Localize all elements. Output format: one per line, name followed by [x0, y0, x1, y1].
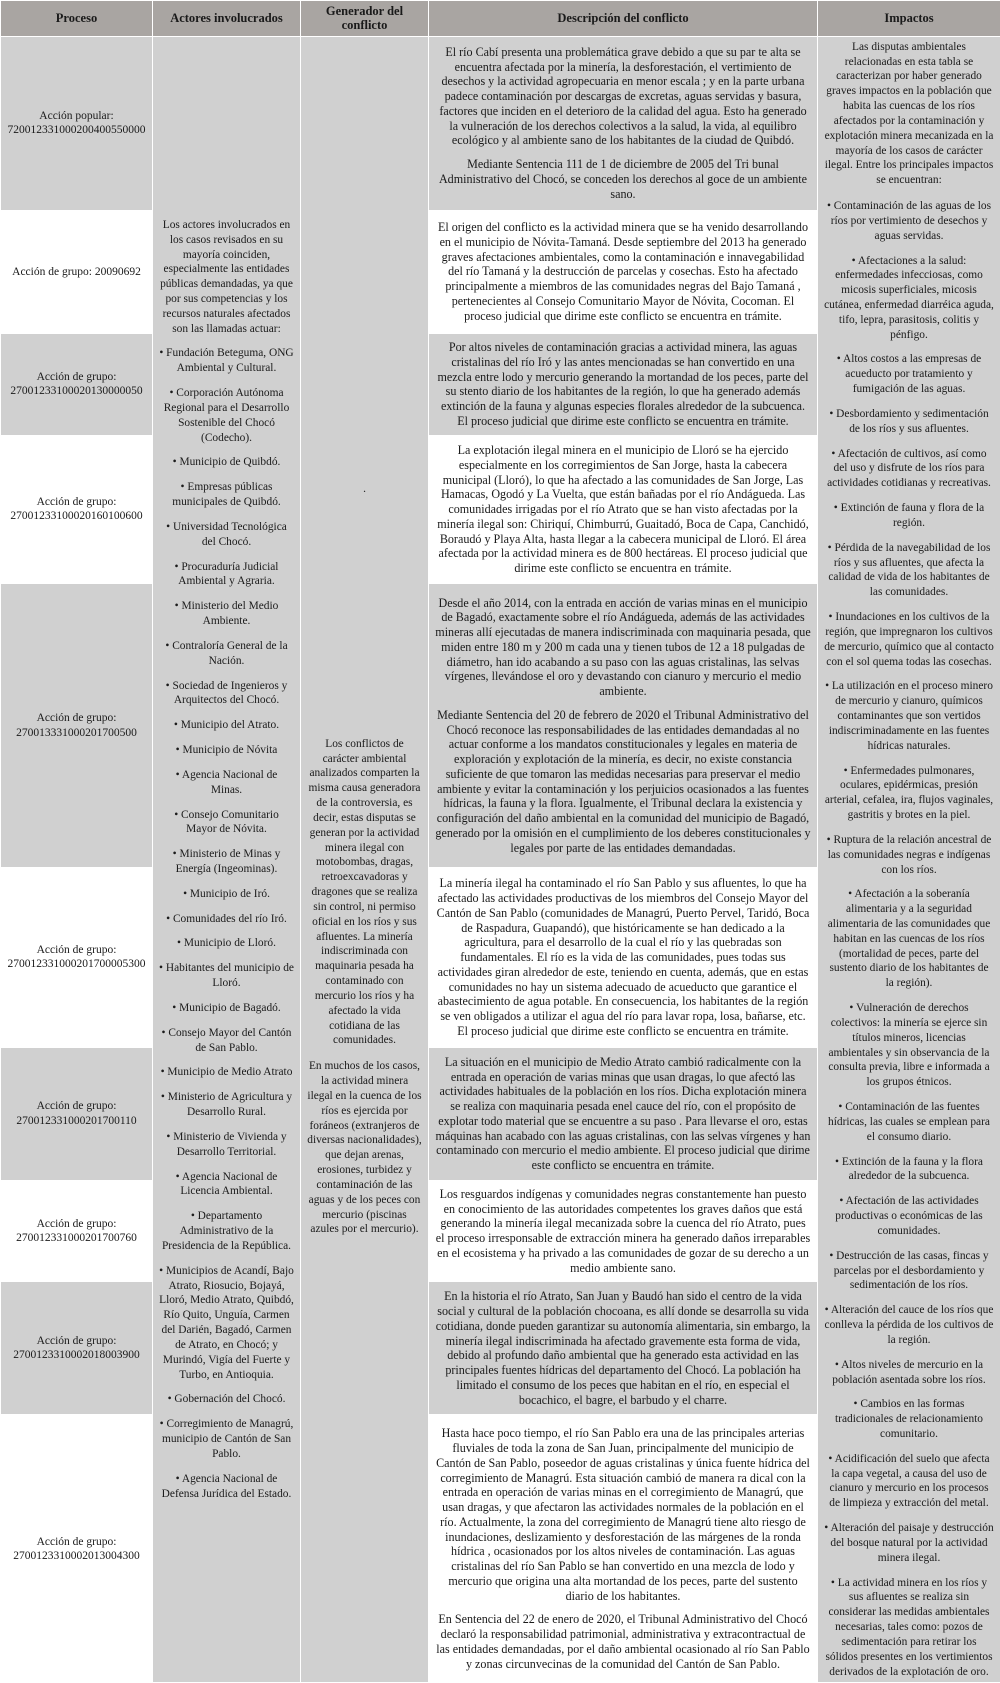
- table-header: [1, 1, 1000, 37]
- generador-conflicto-cell: [301, 36, 429, 1683]
- generador-paragraph: En muchos de los casos, la actividad minera ilegal en la cuenca de los ríos es ejercida por foráneos (extranjeros de diversas nacionalidades), que dejan arenas, erosiones, turbidez y contaminación de las aguas y de los peces con mercurio (piscinas azules por el mercurio).: [307, 1059, 422, 1237]
- impact-item: • Enfermedades pulmonares, oculares, epidérmicas, presión arterial, cefalea, ira, flujos vaginales, gastritis y brotes en la piel.: [824, 764, 994, 823]
- impact-item: • Contaminación de las fuentes hídricas, las cuales se emplean para el consumo diario.: [824, 1100, 994, 1144]
- proceso-line-1: Acción de grupo:: [7, 1217, 146, 1231]
- descripcion-cell-8: [429, 1282, 818, 1415]
- proceso-line-1: Acción de grupo: 20090692: [7, 265, 146, 279]
- descripcion-paragraph: Mediante Sentencia del 20 de febrero de 2020 el Tribunal Administrativo del Chocó reconoce las responsabilidades de las entidades demandadas al no actuar conforme a los mandatos constitucionales y legales en materia de exploración y explotación de la minería, es decir, no existe constancia suficiente de que tomaron las medidas necesarias para preservar el medio ambiente y evitar la contaminación y los perjuicios ocasionados a las fuentes hídricas, la fauna y la flora. Igualmente, el Tribunal declara la existencia y configuración del daño ambiental en la comunidad del municipio de Bagadó, generado por la omisión en el cumplimiento de los deberes constitucionales y legales por parte de las entidades demandadas.: [435, 708, 811, 856]
- proceso-cell-8: [1, 1282, 153, 1415]
- actor-item: • Gobernación del Chocó.: [159, 1392, 294, 1407]
- actor-item: • Sociedad de Ingenieros y Arquitectos del Chocó.: [159, 679, 294, 709]
- descripcion-cell-0: [429, 36, 818, 210]
- descripcion-paragraph: En Sentencia del 22 de enero de 2020, el Tribunal Administrativo del Chocó declaró la responsabilidad patrimonial, administrativa y extracontractual de las entidades demandadas, por el daño ambiental ocasionado al río San Pablo y zonas circunvecinas de la comunidad del Cantón de San Pablo.: [435, 1612, 811, 1671]
- descripcion-cell-9: [429, 1415, 818, 1683]
- proceso-line-2: 270012331000201700005300: [7, 957, 146, 971]
- proceso-line-1: Acción de grupo:: [7, 1099, 146, 1113]
- proceso-cell-2: [1, 334, 153, 436]
- descripcion-cell-7: [429, 1180, 818, 1282]
- actor-item: • Agencia Nacional de Defensa Jurídica del Estado.: [159, 1472, 294, 1502]
- proceso-line-2: 270012331000201700110: [7, 1114, 146, 1128]
- impact-item: • Extinción de la fauna y la flora alrededor de la subcuenca.: [824, 1155, 994, 1185]
- proceso-line-2: 270012331000201700760: [7, 1231, 146, 1245]
- descripcion-paragraph: Por altos niveles de contaminación gracias a actividad minera, las aguas cristalinas del río Iró y las antes mencionadas se han convertido en una mezcla entre lodo y mercurio generando la mortandad de los peces, parte del su stento diario de los habitantes de la región, lo que ha generado además extinción de la fauna y algunas especies florales alrededor de la subcuenca. El proceso judicial que dirime este conflicto se encuentra en trámite.: [435, 340, 811, 429]
- actor-item: • Agencia Nacional de Licencia Ambiental.: [159, 1170, 294, 1200]
- impact-item: • Afectaciones a la salud: enfermedades infecciosas, como micosis superficiales, micosis cutánea, enfermedad diarréica aguda, tifo, lepra, parasitosis, colitis y pénfigo.: [824, 254, 994, 343]
- actor-item: • Departamento Administrativo de la Presidencia de la República.: [159, 1209, 294, 1253]
- proceso-line-2: 27001233100020160100600: [7, 509, 146, 523]
- proceso-cell-0: [1, 36, 153, 210]
- table-row: [1, 36, 1000, 210]
- proceso-cell-5: [1, 867, 153, 1047]
- column-header-descripcion: Descripción del conflicto: [429, 1, 818, 37]
- impact-item: • La actividad minera en los ríos y sus afluentes se realiza sin considerar las medidas ambientales necesarias, tales como: pozos de sedimentación para retirar los sólidos presentes en los vertimientos derivados de la explotación de oro.: [824, 1576, 994, 1680]
- proceso-line-2: 27001233100020130000050: [7, 384, 146, 398]
- impact-item: • Destrucción de las casas, fincas y parcelas por el desbordamiento y sedimentación de los ríos.: [824, 1249, 994, 1293]
- descripcion-paragraph: El río Cabí presenta una problemática grave debido a que su par te alta se encuentra afectada por la minería, la desforestación, el vertimiento de desechos y la actividad agropecuaria en menor escala ; y en la parte urbana padece contaminación por descargas de excretas, aguas servidas y basura, factores que inciden en el deterioro de la calidad del agua. Esto ha generado la vulneración de los derechos colectivos a la salud, la vida, al equilibro ecológico y al ambiente sano de los habitantes de la ciudad de Quibdó.: [435, 45, 811, 148]
- column-header-actores: Actores involucrados: [153, 1, 301, 37]
- impact-item: • Pérdida de la navegabilidad de los ríos y sus afluentes, que afecta la calidad de vida de los habitantes de las comunidades.: [824, 541, 994, 600]
- proceso-line-2: 720012331000200400550000: [7, 123, 146, 137]
- proceso-cell-4: [1, 584, 153, 868]
- proceso-line-1: Acción de grupo:: [7, 711, 146, 725]
- proceso-line-2: 2700123310002013004300: [7, 1549, 146, 1563]
- descripcion-cell-4: [429, 584, 818, 868]
- actor-item: • Consejo Comunitario Mayor de Nóvita.: [159, 808, 294, 838]
- impact-item: • Inundaciones en los cultivos de la región, que impregnaron los cultivos de mercurio, químico que al contacto con el sol quema todas las cosechas.: [824, 610, 994, 669]
- descripcion-paragraph: El origen del conflicto es la actividad minera que se ha venido desarrollando en el municipio de Nóvita-Tamaná. Desde septiembre del 2013 ha generado graves afectaciones ambientales, como la contaminación e innavegabilidad del río Tamaná y la destrucción de parcelas y cosechas. Esto ha afectado principalmente a miembros de las comunidades negras del Bajo Tamaná , pertenecientes al Consejo Comunitario Mayor de Nóvita, Cocoman. El proceso judicial que dirime este conflicto se encuentra en trámite.: [435, 220, 811, 323]
- proceso-line-1: Acción de grupo:: [7, 495, 146, 509]
- actor-item: • Habitantes del municipio de Lloró.: [159, 961, 294, 991]
- actor-item: • Agencia Nacional de Minas.: [159, 768, 294, 798]
- descripcion-cell-1: [429, 210, 818, 333]
- impact-item: • Altos niveles de mercurio en la población asentada sobre los ríos.: [824, 1358, 994, 1388]
- descripcion-cell-2: [429, 334, 818, 436]
- impactos-intro-text: Las disputas ambientales relacionadas en esta tabla se caracterizan por haber generado graves impactos en la población que habita las cuencas de los ríos afectados por la contaminación y explotación minera mecanizada en la mayoría de los casos de carácter ilegal. Entre los principales impactos se encuentran:: [824, 40, 994, 188]
- actores-intro-text: Los actores involucrados en los casos revisados en su mayoría coinciden, especialmente las entidades públicas demandadas, ya que por sus competencias y los recursos naturales afectados son las llamadas actuar:: [159, 218, 294, 337]
- descripcion-cell-6: [429, 1047, 818, 1180]
- descripcion-cell-3: [429, 435, 818, 584]
- impact-item: • Desbordamiento y sedimentación de los ríos y sus afluentes.: [824, 407, 994, 437]
- impact-item: • Acidificación del suelo que afecta la capa vegetal, a causa del uso de cianuro y mercurio en los procesos de limpieza y extracción del metal.: [824, 1452, 994, 1511]
- impactos-list: [824, 199, 994, 1679]
- descripcion-paragraph: En la historia el río Atrato, San Juan y Baudó han sido el centro de la vida social y cultural de la población chocoana, es allí donde se desarrolla su vida cotidiana, donde pueden garantizar su autonomía alimentaria, sin embargo, la minería ilegal indiscriminada ha afectado gravemente esta forma de vida, debido al profundo daño ambiental que ha generado esta actividad en las principales fuentes hídricas del departamento del Chocó. La población ha limitado el consumo de los peces que habitan en el río, en especial el bocachico, el bagre, el barbudo y el charre.: [435, 1289, 811, 1407]
- impact-item: • Afectación de las actividades productivas o económicas de las comunidades.: [824, 1194, 994, 1238]
- generador-paragraphs: [307, 737, 422, 1237]
- impact-item: • Alteración del paisaje y destrucción del bosque natural por la actividad minera ilegal.: [824, 1521, 994, 1565]
- proceso-line-2: 2700123310002018003900: [7, 1348, 146, 1362]
- impact-item: • Afectación a la soberanía alimentaria y a la seguridad alimentaria de las comunidades que habitan en las cuencas de los ríos (mortalidad de peces, parte del sustento diario de los habitantes de la región).: [824, 887, 994, 991]
- actor-item: • Empresas públicas municipales de Quibdó.: [159, 480, 294, 510]
- proceso-cell-9: [1, 1415, 153, 1683]
- proceso-line-1: Acción de grupo:: [7, 1334, 146, 1348]
- actores-involucrados-cell: [153, 36, 301, 1683]
- impact-item: • Vulneración de derechos colectivos: la minería se ejerce sin títulos mineros, licencias ambientales y sin observancia de la consulta previa, libre e informada a los grupos étnicos.: [824, 1001, 994, 1090]
- impact-item: • La utilización en el proceso minero de mercurio y cianuro, químicos contaminantes que son vertidos indiscriminadamente en las fuentes hídricas naturales.: [824, 679, 994, 753]
- impactos-cell: [818, 36, 1000, 1683]
- proceso-line-2: 270013331000201700500: [7, 726, 146, 740]
- proceso-cell-6: [1, 1047, 153, 1180]
- actor-item: • Procuraduría Judicial Ambiental y Agraria.: [159, 560, 294, 590]
- descripcion-paragraph: La minería ilegal ha contaminado el río San Pablo y sus afluentes, lo que ha afectado las actividades productivas de los miembros del Consejo Mayor del Cantón de San Pablo (comunidades de Managrú, Puerto Pervel, Taridó, Boca de Raspadura, Guapandó), que históricamente se han dedicado a la agricultura, para el desarrollo de la cual el río y las quebradas son fundamentales. El río es la vida de las comunidades, pues todas sus actividades giran alrededor de este, teniendo en cuenta, además, que en estas comunidades no hay un sistema adecuado de acueducto que garantice el abastecimiento de agua potable. En consecuencia, los habitantes de la región se ven obligados a utilizar el agua del río para lavar ropa, losa, bañarse, etc. El proceso judicial que dirime este conflicto se encuentra en trámite.: [435, 876, 811, 1038]
- actores-list: [159, 346, 294, 1501]
- descripcion-paragraph: La situación en el municipio de Medio Atrato cambió radicalmente con la entrada en operación de varias minas que usan dragas, lo que afectó las actividades habituales de la población en los ríos. Dicha explotación minera se realiza con maquinaria pesada enel cauce del río, con el propósito de explotar todo material que se encuentre a su paso . Para llevarse el oro, estas máquinas han acabado con las aguas cristalinas, con las selvas vírgenes y han contaminado con mercurio el medio ambiente. El proceso judicial que dirime este conflicto se encuentra en trámite.: [435, 1055, 811, 1173]
- column-header-impactos: Impactos: [818, 1, 1000, 37]
- actor-item: • Corregimiento de Managrú, municipio de Cantón de San Pablo.: [159, 1417, 294, 1461]
- impact-item: • Alteración del cauce de los ríos que conlleva la pérdida de los cultivos de la región.: [824, 1303, 994, 1347]
- actor-item: • Municipio de Quibdó.: [159, 455, 294, 470]
- descripcion-paragraph: Desde el año 2014, con la entrada en acción de varias minas en el municipio de Bagadó, exactamente sobre el río Andágueda, además de las actividades mineras allí ejecutadas de manera indiscriminada con maquinaria pesada, que miden entre 180 m y 200 m cada una y tienen tubos de 12 a 18 pulgadas de diámetro, han ido acabando a su paso con las aguas cristalinas, las selvas vírgenes, llevándose el oro y devastando con cianuro y mercurio el medio ambiente.: [435, 596, 811, 699]
- actor-item: • Municipio de Medio Atrato: [159, 1065, 294, 1080]
- impact-item: • Afectación de cultivos, así como del uso y disfrute de los ríos para actividades cotidianas y recreativas.: [824, 447, 994, 491]
- impact-item: • Extinción de fauna y flora de la región.: [824, 501, 994, 531]
- actor-item: • Municipios de Acandí, Bajo Atrato, Riosucio, Bojayá, Lloró, Medio Atrato, Quibdó, Río Quito, Unguía, Carmen del Darién, Bagadó, Carmen de Atrato, en Chocó; y Murindó, Vigía del Fuerte y Turbo, en Antioquia.: [159, 1264, 294, 1383]
- actor-item: • Ministerio de Agricultura y Desarrollo Rural.: [159, 1090, 294, 1120]
- proceso-cell-1: [1, 210, 153, 333]
- impact-item: • Altos costos a las empresas de acueducto por tratamiento y fumigación de las aguas.: [824, 352, 994, 396]
- header-row: [1, 1, 1000, 37]
- actor-item: • Municipio del Atrato.: [159, 718, 294, 733]
- actor-item: • Corporación Autónoma Regional para el Desarrollo Sostenible del Chocó (Codecho).: [159, 386, 294, 445]
- actor-item: • Consejo Mayor del Cantón de San Pablo.: [159, 1026, 294, 1056]
- descripcion-paragraph: Hasta hace poco tiempo, el río San Pablo era una de las principales arterias fluviales de toda la zona de San Juan, principalmente del municipio de Cantón de San Pablo, poseedor de aguas cristalinas y única fuente hídrica del corregimiento de Managrú. Esta situación cambió de manera ra dical con la entrada en operación de varias minas en el corregimiento de Managrú, que usan dragas, y que afectaron las actividades normales de la población en el río. Actualmente, la zona del corregimiento de Managrú tiene alto riesgo de inundaciones, deslizamiento y desforestación de las márgenes de la ronda hídrica , ocasionados por los altos niveles de contaminación. Las aguas cristalinas del río San Pablo se han convertido en una mezcla de lodo y mercurio que origina una alta mortandad de los peces, parte del sustento diario de los habitantes.: [435, 1426, 811, 1603]
- actor-item: • Ministerio del Medio Ambiente.: [159, 599, 294, 629]
- actor-item: • Universidad Tecnológica del Chocó.: [159, 520, 294, 550]
- descripcion-paragraph: Mediante Sentencia 111 de 1 de diciembre de 2005 del Tri bunal Administrativo del Chocó, se conceden los derechos al goce de un ambiente sano.: [435, 157, 811, 201]
- table-body: [1, 36, 1000, 1683]
- generador-marker: .: [307, 482, 422, 497]
- actor-item: • Municipio de Lloró.: [159, 936, 294, 951]
- actor-item: • Comunidades del río Iró.: [159, 912, 294, 927]
- actor-item: • Municipio de Bagadó.: [159, 1001, 294, 1016]
- generador-paragraph: Los conflictos de carácter ambiental analizados comparten la misma causa generadora de la controversia, es decir, estas disputas se generan por la actividad minera ilegal con motobombas, dragas, retroexcavadoras y dragones que se realiza sin control, ni permiso oficial en los ríos y sus afluentes. La minería indiscriminada con maquinaria pesada ha contaminado con mercurio los ríos y ha afectado la vida cotidiana de las comunidades.: [307, 737, 422, 1048]
- proceso-line-1: Acción de grupo:: [7, 943, 146, 957]
- impact-item: • Contaminación de las aguas de los ríos por vertimiento de desechos y aguas servidas.: [824, 199, 994, 243]
- actor-item: • Municipio de Nóvita: [159, 743, 294, 758]
- descripcion-paragraph: La explotación ilegal minera en el municipio de Lloró se ha ejercido especialmente en los corregimientos de San Jorge, hasta la cabecera municipal (Lloró), lo que ha afectado a las comunidades de San Jorge, Las Hamacas, Ogodó y La Vuelta, que están bañadas por el río Andágueda. Las comunidades irrigadas por el río Atrato que se han visto afectadas por la minería ilegal son: Chiriquí, Chimburrú, Guaitadó, Boca de Capa, Canchidó, Boraudó y Playa Alta, hasta llegar a la cabecera municipal de Lloró. El área afectada por la actividad minera es de 800 hectáreas. El proceso judicial que dirime este conflicto se encuentra en trámite.: [435, 443, 811, 576]
- actor-item: • Municipio de Iró.: [159, 887, 294, 902]
- column-header-proceso: Proceso: [1, 1, 153, 37]
- column-header-generador: Generador del conflicto: [301, 1, 429, 37]
- descripcion-paragraph: Los resguardos indígenas y comunidades negras constantemente han puesto en conocimiento de las autoridades competentes los graves daños que está generando la minería ilegal mecanizada sobre la cuenca del río Atrato, pues el proceso irresponsable de extracción minera ha generado daños irreparables en el ecosistema y ha privado a las comunidades de gozar de su derecho a un medio ambiente sano.: [435, 1187, 811, 1276]
- proceso-line-1: Acción de grupo:: [7, 370, 146, 384]
- proceso-cell-7: [1, 1180, 153, 1282]
- descripcion-cell-5: [429, 867, 818, 1047]
- impact-item: • Cambios en las formas tradicionales de relacionamiento comunitario.: [824, 1397, 994, 1441]
- actor-item: • Contraloría General de la Nación.: [159, 639, 294, 669]
- actor-item: • Fundación Beteguma, ONG Ambiental y Cultural.: [159, 346, 294, 376]
- proceso-cell-3: [1, 435, 153, 584]
- proceso-line-1: Acción popular:: [7, 109, 146, 123]
- actor-item: • Ministerio de Minas y Energía (Ingeominas).: [159, 847, 294, 877]
- actor-item: • Ministerio de Vivienda y Desarrollo Territorial.: [159, 1130, 294, 1160]
- impact-item: • Ruptura de la relación ancestral de las comunidades negras e indígenas con los ríos.: [824, 833, 994, 877]
- proceso-line-1: Acción de grupo:: [7, 1535, 146, 1549]
